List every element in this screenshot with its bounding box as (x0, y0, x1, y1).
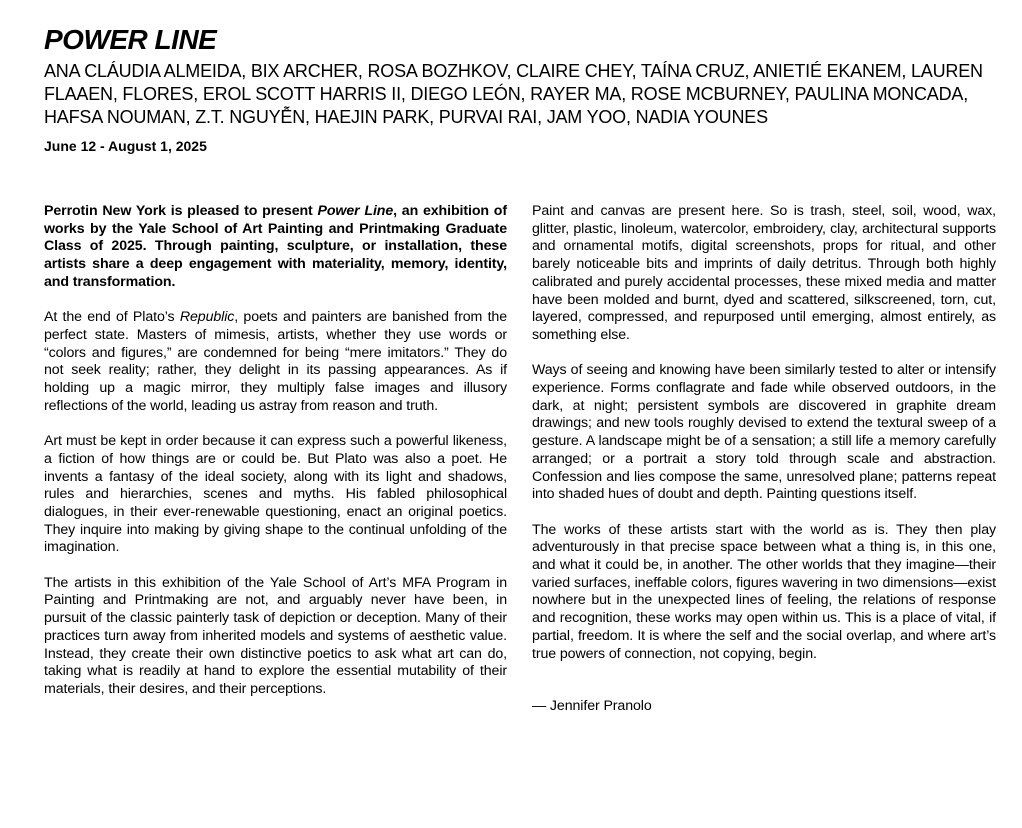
left-column (44, 203, 507, 716)
p1-republic-italic: Republic (179, 309, 235, 326)
lead-text-c: , an exhibition of works by the Yale School of Art Painting and Printmaking Graduate Class of 2025. Through painting, sculpture, or installation, these artists share a deep engagement with materiality, memory, identity, and transformation. (44, 203, 507, 290)
artist-list: ANA CLÁUDIA ALMEIDA, BIX ARCHER, ROSA BOZHKOV, CLAIRE CHEY, TAÍNA CRUZ, ANIETIÉ EKANEM, LAUREN FLAAEN, FLORES, EROL SCOTT HARRIS II, DIEGO LEÓN, RAYER MA, ROSE MCBURNEY, PAULINA MONCADA, HAFSA NOUMAN, Z.T. NGUYỄN, HAEJIN PARK, PURVAI RAI, JAM YOO, NADIA YOUNES (44, 61, 983, 127)
author-signature: — Jennifer Pranolo (532, 698, 652, 715)
right-column (532, 203, 996, 734)
body-paragraph-5: Ways of seeing and knowing have been similarly tested to alter or intensify experience. Forms conflagrate and fade while observed outdoors, in the dark, at night; persistent symbols are discovered in graphite dream drawings; and new tools roughly devised to extend the textural sweep of a gesture. A landscape might be of a sensation; a still life a memory carefully arranged; or a portrait a story told through scale and abstraction. Confession and lies compose the same, unresolved plane; patterns repeat into shaded hues of doubt and depth. Painting questions itself. (532, 362, 996, 503)
body-paragraph-3: The artists in this exhibition of the Yale School of Art’s MFA Program in Painting and Printmaking are not, and arguably never have been, in pursuit of the classic painterly task of depiction or deception. Many of their practices turn away from inherited models and systems of aesthetic value. Instead, they create their own distinctive poetics to ask what art can do, taking what is readily at hand to explore the essential mutability of their materials, their desires, and their perceptions. (44, 574, 507, 697)
body-paragraph-1 (44, 309, 507, 415)
body-paragraph-6: The works of these artists start with the world as is. They then play adventurously in that precise space between what a thing is, in this one, and what it could be, in another. The other worlds that they imagine—their varied surfaces, ineffable colors, figures wavering in two dimensions—exist nowhere but in the unexpected lines of feeling, the relations of response and recognition, these works may open within us. This is a place of vital, if partial, freedom. It is where the self and the social overlap, and where art’s true powers of connection, not copying, begin. (532, 521, 996, 662)
p1-text-c: , poets and painters are banished from the perfect state. Masters of mimesis, artists, whether they use words or “colors and figures,” are condemned for being “mere imitators.” They do not seek reality; rather, they delight in its passing appearances. As if holding up a magic mirror, they multiply false images and illusory reflections of the world, leading us astray from reason and truth. (44, 309, 507, 414)
body-paragraph-4: Paint and canvas are present here. So is trash, steel, soil, wood, wax, glitter, plastic, linoleum, watercolor, embroidery, clay, architectural supports and ornamental motifs, digital screenshots, props for ritual, and other barely noticeable bits and imprints of daily detritus. Through both highly calibrated and purely accidental processes, these mixed media and matter have been molded and burnt, dyed and scattered, silkscreened, torn, cut, layered, compressed, and repurposed until emerging, almost entirely, as something else. (532, 203, 996, 343)
p1-text-a: At the end of Plato’s (44, 309, 180, 326)
exhibition-dates: June 12 - August 1, 2025 (44, 138, 207, 154)
exhibition-title: POWER LINE (44, 24, 217, 55)
body-paragraph-2: Art must be kept in order because it can express such a powerful likeness, a fiction of how things are or could be. But Plato was also a poet. He invents a fantasy of the ideal society, along with its light and shadows, rules and hierarchies, scenes and myths. His fabled philosophical dialogues, in their ever-renewable questioning, enact an original poetics. They inquire into making by giving shape to the continual unfolding of the imagination. (44, 433, 507, 556)
lead-paragraph (44, 203, 507, 292)
lead-text-a: Perrotin New York is pleased to present (44, 203, 318, 219)
lead-title-italic: Power Line (317, 203, 394, 219)
